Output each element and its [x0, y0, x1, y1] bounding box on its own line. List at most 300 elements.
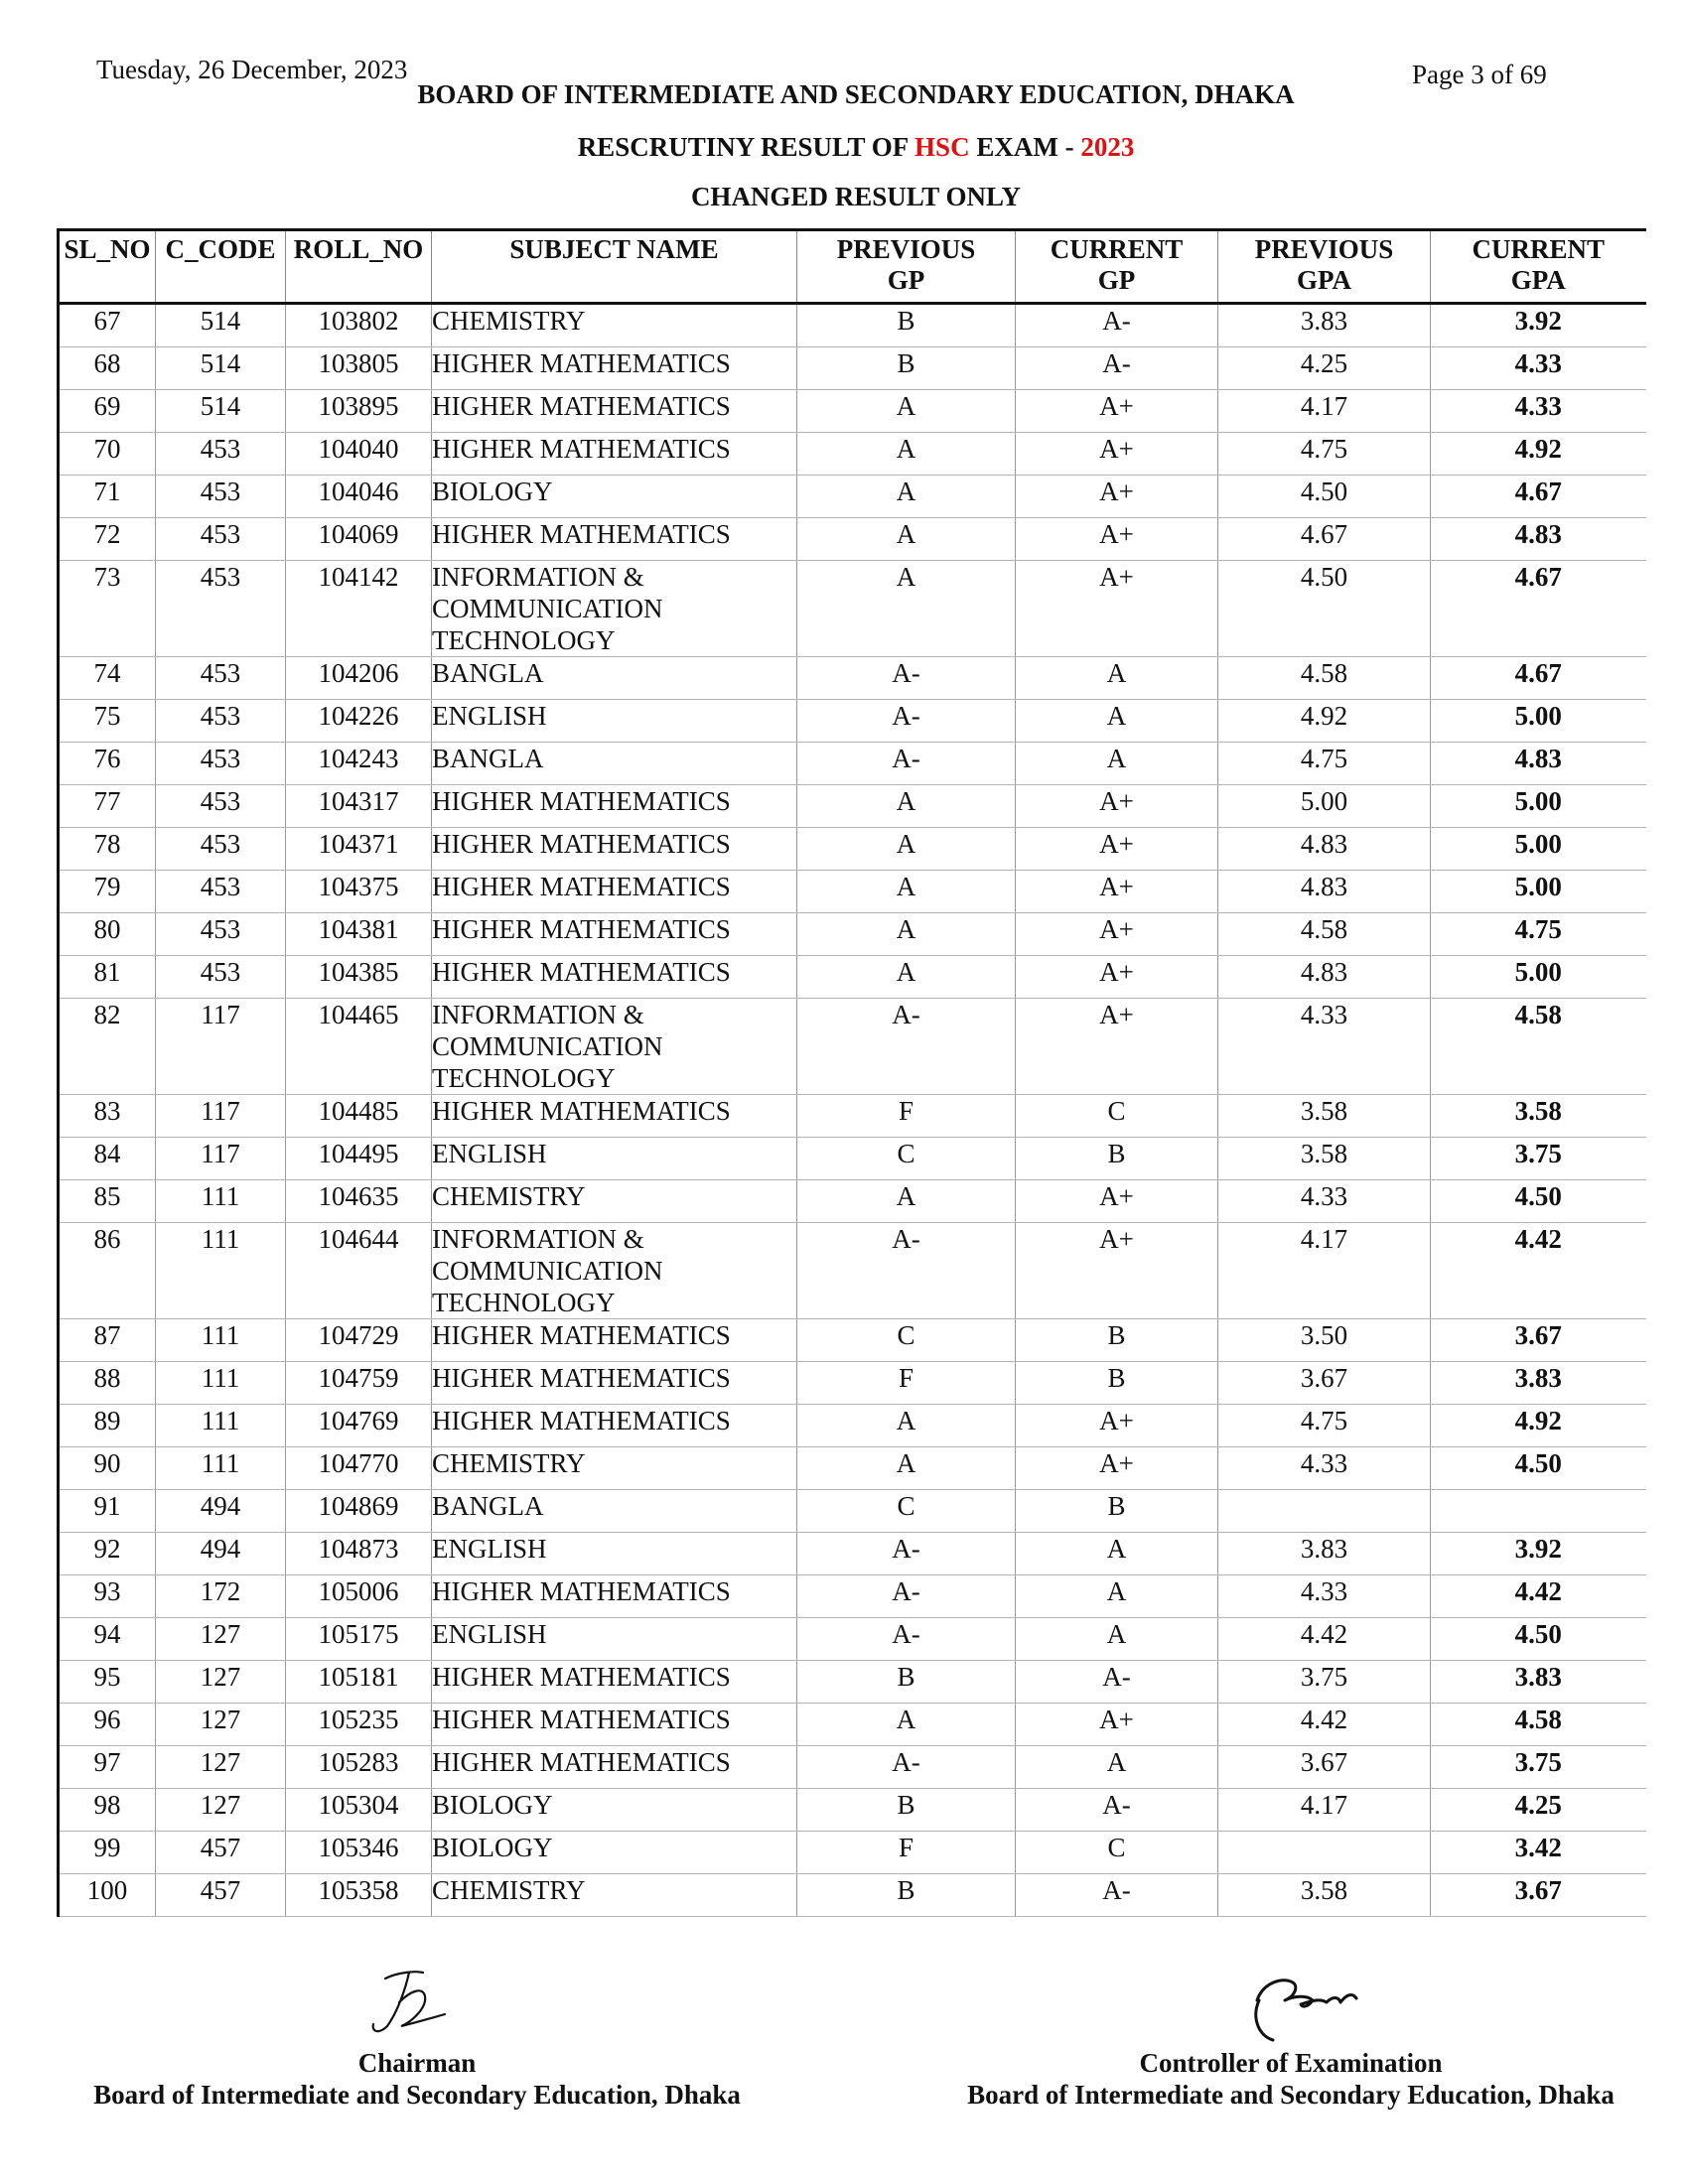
subject-line: TECHNOLOGY [432, 1063, 616, 1093]
cell-roll-no: 104759 [286, 1362, 432, 1405]
cell-previous-gpa: 4.75 [1218, 743, 1431, 785]
cell-current-gpa: 4.33 [1431, 390, 1646, 433]
cell-sl-no: 95 [59, 1661, 156, 1704]
table-row [59, 561, 1646, 657]
cell-roll-no: 105283 [286, 1746, 432, 1789]
table-row [59, 1704, 1646, 1746]
column-header-line: PREVIOUS [836, 234, 976, 264]
cell-sl-no: 71 [59, 476, 156, 518]
cell-previous-gp: A- [797, 657, 1016, 700]
cell-current-gp: B [1016, 1490, 1218, 1533]
table-row [59, 785, 1646, 828]
cell-current-gp: A+ [1016, 561, 1218, 657]
subject-line: HIGHER MATHEMATICS [432, 1662, 731, 1692]
table-row [59, 518, 1646, 561]
cell-current-gpa: 4.50 [1431, 1180, 1646, 1223]
subject-line: HIGHER MATHEMATICS [432, 391, 731, 421]
cell-current-gp: A+ [1016, 390, 1218, 433]
cell-current-gpa: 4.42 [1431, 1575, 1646, 1618]
cell-c-code: 453 [156, 828, 286, 871]
cell-previous-gp: A [797, 476, 1016, 518]
cell-previous-gp: A- [797, 743, 1016, 785]
cell-subject-name [432, 657, 797, 700]
cell-previous-gp: A- [797, 999, 1016, 1095]
cell-previous-gp: F [797, 1832, 1016, 1874]
column-header-c-code [156, 230, 286, 304]
cell-c-code: 453 [156, 657, 286, 700]
cell-c-code: 127 [156, 1789, 286, 1832]
cell-c-code: 117 [156, 999, 286, 1095]
cell-previous-gp: A [797, 433, 1016, 476]
cell-c-code: 457 [156, 1874, 286, 1917]
cell-current-gpa: 5.00 [1431, 956, 1646, 999]
cell-subject-name [432, 476, 797, 518]
cell-roll-no: 105235 [286, 1704, 432, 1746]
cell-roll-no: 104495 [286, 1138, 432, 1180]
table-row [59, 1746, 1646, 1789]
cell-previous-gpa: 4.17 [1218, 1223, 1431, 1319]
cell-previous-gp: A [797, 785, 1016, 828]
subject-line: HIGHER MATHEMATICS [432, 1406, 731, 1435]
cell-current-gp: A [1016, 1575, 1218, 1618]
cell-previous-gp: A [797, 828, 1016, 871]
subject-line: INFORMATION & [432, 562, 644, 592]
subject-line: HIGHER MATHEMATICS [432, 1363, 731, 1393]
subject-line: ENGLISH [432, 701, 547, 731]
cell-c-code: 111 [156, 1180, 286, 1223]
subject-line: BIOLOGY [432, 477, 553, 506]
cell-roll-no: 104644 [286, 1223, 432, 1319]
cell-c-code: 111 [156, 1405, 286, 1447]
cell-subject-name [432, 518, 797, 561]
table-row [59, 1618, 1646, 1661]
subject-line: BANGLA [432, 744, 544, 773]
controller-signature [1223, 1961, 1392, 2045]
cell-subject-name [432, 1746, 797, 1789]
column-header-previous-gpa [1218, 230, 1431, 304]
cell-c-code: 111 [156, 1447, 286, 1490]
cell-sl-no: 99 [59, 1832, 156, 1874]
cell-current-gpa: 4.50 [1431, 1447, 1646, 1490]
table-row [59, 1832, 1646, 1874]
cell-previous-gp: F [797, 1362, 1016, 1405]
cell-sl-no: 93 [59, 1575, 156, 1618]
cell-previous-gpa: 4.33 [1218, 1575, 1431, 1618]
subject-line: COMMUNICATION [432, 1256, 663, 1286]
cell-previous-gpa: 3.50 [1218, 1319, 1431, 1362]
cell-subject-name [432, 1405, 797, 1447]
cell-previous-gp: B [797, 1874, 1016, 1917]
cell-current-gp: B [1016, 1362, 1218, 1405]
cell-sl-no: 98 [59, 1789, 156, 1832]
cell-current-gp: A+ [1016, 785, 1218, 828]
chairman-org: Board of Intermediate and Secondary Education, Dhaka [93, 2080, 741, 2110]
cell-previous-gpa: 4.75 [1218, 1405, 1431, 1447]
cell-c-code: 453 [156, 785, 286, 828]
cell-roll-no: 104375 [286, 871, 432, 913]
cell-sl-no: 97 [59, 1746, 156, 1789]
controller-role: Controller of Examination [1139, 2048, 1443, 2078]
subject-line: ENGLISH [432, 1139, 547, 1168]
title-exam: HSC [914, 132, 970, 162]
cell-previous-gp: A- [797, 700, 1016, 743]
table-row [59, 1533, 1646, 1575]
cell-subject-name [432, 1095, 797, 1138]
cell-current-gpa: 3.83 [1431, 1661, 1646, 1704]
cell-subject-name [432, 304, 797, 347]
cell-subject-name [432, 561, 797, 657]
subject-line: HIGHER MATHEMATICS [432, 1096, 731, 1126]
table-row [59, 743, 1646, 785]
table-row [59, 700, 1646, 743]
subject-line: HIGHER MATHEMATICS [432, 1576, 731, 1606]
column-header-line: C_CODE [165, 234, 276, 264]
cell-previous-gp: C [797, 1490, 1016, 1533]
cell-current-gp: A+ [1016, 476, 1218, 518]
table-row [59, 1490, 1646, 1533]
cell-previous-gpa: 4.17 [1218, 1789, 1431, 1832]
cell-current-gpa: 3.67 [1431, 1874, 1646, 1917]
cell-roll-no: 105304 [286, 1789, 432, 1832]
column-header-line: GP [887, 265, 925, 295]
cell-current-gp: A+ [1016, 1704, 1218, 1746]
cell-roll-no: 104465 [286, 999, 432, 1095]
cell-current-gpa: 4.83 [1431, 518, 1646, 561]
table-row [59, 913, 1646, 956]
cell-previous-gpa: 3.83 [1218, 304, 1431, 347]
subject-line: INFORMATION & [432, 1000, 644, 1029]
subject-line: CHEMISTRY [432, 1181, 586, 1211]
cell-previous-gp: A [797, 1704, 1016, 1746]
cell-previous-gp: B [797, 304, 1016, 347]
cell-sl-no: 94 [59, 1618, 156, 1661]
cell-previous-gp: B [797, 1661, 1016, 1704]
cell-current-gp: A+ [1016, 871, 1218, 913]
cell-roll-no: 105175 [286, 1618, 432, 1661]
table-row [59, 1362, 1646, 1405]
cell-sl-no: 90 [59, 1447, 156, 1490]
cell-current-gpa [1431, 1490, 1646, 1533]
cell-current-gp: A+ [1016, 913, 1218, 956]
cell-subject-name [432, 828, 797, 871]
column-header-line: GP [1097, 265, 1136, 295]
title-year: 2023 [1080, 132, 1135, 162]
cell-current-gpa: 5.00 [1431, 871, 1646, 913]
cell-roll-no: 104635 [286, 1180, 432, 1223]
cell-c-code: 172 [156, 1575, 286, 1618]
cell-c-code: 453 [156, 518, 286, 561]
cell-sl-no: 88 [59, 1362, 156, 1405]
cell-previous-gpa: 3.58 [1218, 1874, 1431, 1917]
cell-sl-no: 72 [59, 518, 156, 561]
cell-previous-gp: A [797, 1447, 1016, 1490]
cell-current-gpa: 4.58 [1431, 999, 1646, 1095]
cell-subject-name [432, 1575, 797, 1618]
cell-roll-no: 104206 [286, 657, 432, 700]
column-header-line: CURRENT [1472, 234, 1605, 264]
cell-sl-no: 76 [59, 743, 156, 785]
table-row [59, 1319, 1646, 1362]
table-row [59, 999, 1646, 1095]
cell-roll-no: 104869 [286, 1490, 432, 1533]
cell-subject-name [432, 1832, 797, 1874]
cell-c-code: 127 [156, 1704, 286, 1746]
cell-roll-no: 103895 [286, 390, 432, 433]
subject-line: COMMUNICATION [432, 594, 663, 623]
cell-c-code: 514 [156, 304, 286, 347]
cell-roll-no: 104873 [286, 1533, 432, 1575]
cell-previous-gpa: 4.42 [1218, 1618, 1431, 1661]
cell-current-gpa: 4.67 [1431, 476, 1646, 518]
cell-roll-no: 104069 [286, 518, 432, 561]
table-row [59, 1575, 1646, 1618]
cell-subject-name [432, 871, 797, 913]
cell-subject-name [432, 433, 797, 476]
cell-sl-no: 85 [59, 1180, 156, 1223]
subject-line: HIGHER MATHEMATICS [432, 786, 731, 816]
cell-previous-gp: A- [797, 1575, 1016, 1618]
cell-c-code: 453 [156, 561, 286, 657]
cell-current-gp: A [1016, 700, 1218, 743]
column-header-current-gpa [1431, 230, 1646, 304]
cell-roll-no: 105181 [286, 1661, 432, 1704]
column-header-line: CURRENT [1050, 234, 1184, 264]
cell-previous-gp: A [797, 871, 1016, 913]
cell-current-gp: A- [1016, 1661, 1218, 1704]
cell-roll-no: 104769 [286, 1405, 432, 1447]
cell-roll-no: 104385 [286, 956, 432, 999]
cell-subject-name [432, 1138, 797, 1180]
cell-previous-gpa: 4.83 [1218, 956, 1431, 999]
subject-line: COMMUNICATION [432, 1031, 663, 1061]
cell-current-gp: A+ [1016, 1180, 1218, 1223]
chairman-signature [328, 1961, 506, 2040]
cell-roll-no: 105006 [286, 1575, 432, 1618]
cell-previous-gpa: 4.58 [1218, 657, 1431, 700]
cell-current-gpa: 3.75 [1431, 1746, 1646, 1789]
cell-subject-name [432, 1618, 797, 1661]
cell-subject-name [432, 1223, 797, 1319]
cell-previous-gp: A [797, 518, 1016, 561]
table-row [59, 1661, 1646, 1704]
column-header-line: GPA [1510, 265, 1566, 295]
cell-subject-name [432, 956, 797, 999]
cell-subject-name [432, 390, 797, 433]
cell-subject-name [432, 1789, 797, 1832]
cell-subject-name [432, 1447, 797, 1490]
cell-subject-name [432, 1362, 797, 1405]
cell-current-gpa: 4.50 [1431, 1618, 1646, 1661]
subject-line: TECHNOLOGY [432, 625, 616, 655]
cell-subject-name [432, 913, 797, 956]
cell-current-gp: A [1016, 1746, 1218, 1789]
cell-current-gpa: 4.42 [1431, 1223, 1646, 1319]
cell-sl-no: 91 [59, 1490, 156, 1533]
cell-sl-no: 100 [59, 1874, 156, 1917]
cell-c-code: 453 [156, 956, 286, 999]
report-title [0, 132, 1688, 163]
cell-current-gpa: 4.25 [1431, 1789, 1646, 1832]
column-header-line: ROLL_NO [293, 234, 424, 264]
cell-c-code: 117 [156, 1095, 286, 1138]
subject-line: CHEMISTRY [432, 306, 586, 336]
cell-current-gpa: 4.67 [1431, 657, 1646, 700]
cell-roll-no: 104770 [286, 1447, 432, 1490]
cell-roll-no: 104729 [286, 1319, 432, 1362]
cell-previous-gp: C [797, 1319, 1016, 1362]
table-row [59, 956, 1646, 999]
cell-current-gp: C [1016, 1832, 1218, 1874]
cell-current-gpa: 3.83 [1431, 1362, 1646, 1405]
table-header-row [59, 230, 1646, 304]
cell-roll-no: 104142 [286, 561, 432, 657]
cell-sl-no: 73 [59, 561, 156, 657]
table-row [59, 433, 1646, 476]
cell-subject-name [432, 785, 797, 828]
cell-previous-gpa: 4.33 [1218, 999, 1431, 1095]
chairman-role: Chairman [357, 2048, 477, 2078]
cell-previous-gpa: 4.25 [1218, 347, 1431, 390]
board-title: BOARD OF INTERMEDIATE AND SECONDARY EDUCATION, DHAKA [417, 79, 1295, 109]
cell-previous-gp: A [797, 390, 1016, 433]
table-row [59, 1095, 1646, 1138]
cell-current-gp: B [1016, 1138, 1218, 1180]
cell-sl-no: 89 [59, 1405, 156, 1447]
cell-current-gp: A [1016, 1618, 1218, 1661]
cell-sl-no: 77 [59, 785, 156, 828]
cell-previous-gp: A [797, 1180, 1016, 1223]
page-number: Page 3 of 69 [1412, 60, 1547, 89]
cell-roll-no: 104371 [286, 828, 432, 871]
cell-subject-name [432, 1180, 797, 1223]
cell-sl-no: 82 [59, 999, 156, 1095]
cell-sl-no: 69 [59, 390, 156, 433]
report-subtitle: CHANGED RESULT ONLY [690, 182, 1022, 211]
subject-line: HIGHER MATHEMATICS [432, 348, 731, 378]
cell-previous-gpa: 4.92 [1218, 700, 1431, 743]
cell-sl-no: 74 [59, 657, 156, 700]
subject-line: HIGHER MATHEMATICS [432, 519, 731, 549]
subject-line: HIGHER MATHEMATICS [432, 1320, 731, 1350]
table-body [59, 304, 1646, 1917]
column-header-roll-no [286, 230, 432, 304]
cell-previous-gpa: 4.33 [1218, 1180, 1431, 1223]
cell-current-gp: A- [1016, 347, 1218, 390]
cell-current-gp: A [1016, 657, 1218, 700]
cell-current-gpa: 5.00 [1431, 700, 1646, 743]
cell-sl-no: 84 [59, 1138, 156, 1180]
column-header-line: GPA [1297, 265, 1351, 295]
cell-subject-name [432, 347, 797, 390]
subject-line: HIGHER MATHEMATICS [432, 872, 731, 901]
cell-sl-no: 96 [59, 1704, 156, 1746]
cell-current-gpa: 4.33 [1431, 347, 1646, 390]
table-row [59, 657, 1646, 700]
cell-previous-gp: A [797, 1405, 1016, 1447]
cell-previous-gpa: 4.17 [1218, 390, 1431, 433]
table-row [59, 1789, 1646, 1832]
table-row [59, 1405, 1646, 1447]
cell-current-gp: A+ [1016, 828, 1218, 871]
cell-sl-no: 92 [59, 1533, 156, 1575]
table-row [59, 1447, 1646, 1490]
cell-previous-gp: A [797, 956, 1016, 999]
cell-previous-gp: A [797, 561, 1016, 657]
cell-previous-gp: A- [797, 1618, 1016, 1661]
cell-previous-gpa: 3.67 [1218, 1746, 1431, 1789]
table-row [59, 1138, 1646, 1180]
cell-previous-gpa [1218, 1490, 1431, 1533]
cell-current-gpa: 4.92 [1431, 1405, 1646, 1447]
cell-previous-gpa: 3.83 [1218, 1533, 1431, 1575]
subject-line: BANGLA [432, 658, 544, 688]
table-row [59, 1223, 1646, 1319]
cell-current-gp: A- [1016, 1874, 1218, 1917]
cell-subject-name [432, 999, 797, 1095]
cell-sl-no: 79 [59, 871, 156, 913]
subject-line: HIGHER MATHEMATICS [432, 957, 731, 987]
cell-current-gp: A+ [1016, 1447, 1218, 1490]
subject-line: HIGHER MATHEMATICS [432, 434, 731, 464]
report-date: Tuesday, 26 December, 2023 [96, 55, 408, 84]
cell-c-code: 494 [156, 1490, 286, 1533]
cell-c-code: 453 [156, 743, 286, 785]
cell-previous-gp: A- [797, 1533, 1016, 1575]
cell-previous-gpa: 5.00 [1218, 785, 1431, 828]
subject-line: BANGLA [432, 1491, 544, 1521]
cell-sl-no: 81 [59, 956, 156, 999]
cell-sl-no: 75 [59, 700, 156, 743]
cell-sl-no: 80 [59, 913, 156, 956]
cell-sl-no: 68 [59, 347, 156, 390]
cell-roll-no: 104243 [286, 743, 432, 785]
cell-subject-name [432, 1490, 797, 1533]
table-row [59, 304, 1646, 347]
cell-current-gpa: 4.75 [1431, 913, 1646, 956]
subject-line: TECHNOLOGY [432, 1288, 616, 1317]
cell-current-gp: A [1016, 1533, 1218, 1575]
cell-sl-no: 78 [59, 828, 156, 871]
cell-previous-gpa: 4.33 [1218, 1447, 1431, 1490]
cell-subject-name [432, 1319, 797, 1362]
title-mid: EXAM - [969, 132, 1081, 162]
cell-previous-gp: A [797, 913, 1016, 956]
cell-c-code: 111 [156, 1319, 286, 1362]
cell-previous-gp: A- [797, 1746, 1016, 1789]
cell-roll-no: 104040 [286, 433, 432, 476]
subject-line: ENGLISH [432, 1619, 547, 1649]
cell-previous-gpa: 4.50 [1218, 561, 1431, 657]
column-header-subject-name [432, 230, 797, 304]
cell-current-gpa: 3.75 [1431, 1138, 1646, 1180]
cell-current-gpa: 5.00 [1431, 828, 1646, 871]
subject-line: CHEMISTRY [432, 1875, 586, 1905]
column-header-current-gp [1016, 230, 1218, 304]
cell-subject-name [432, 1533, 797, 1575]
cell-previous-gpa: 3.58 [1218, 1138, 1431, 1180]
cell-previous-gpa: 4.83 [1218, 871, 1431, 913]
cell-roll-no: 103802 [286, 304, 432, 347]
cell-current-gpa: 4.83 [1431, 743, 1646, 785]
cell-roll-no: 103805 [286, 347, 432, 390]
cell-c-code: 127 [156, 1661, 286, 1704]
cell-current-gp: A- [1016, 1789, 1218, 1832]
cell-current-gp: A- [1016, 304, 1218, 347]
cell-subject-name [432, 1704, 797, 1746]
cell-current-gp: B [1016, 1319, 1218, 1362]
cell-current-gp: A+ [1016, 1405, 1218, 1447]
cell-c-code: 127 [156, 1746, 286, 1789]
